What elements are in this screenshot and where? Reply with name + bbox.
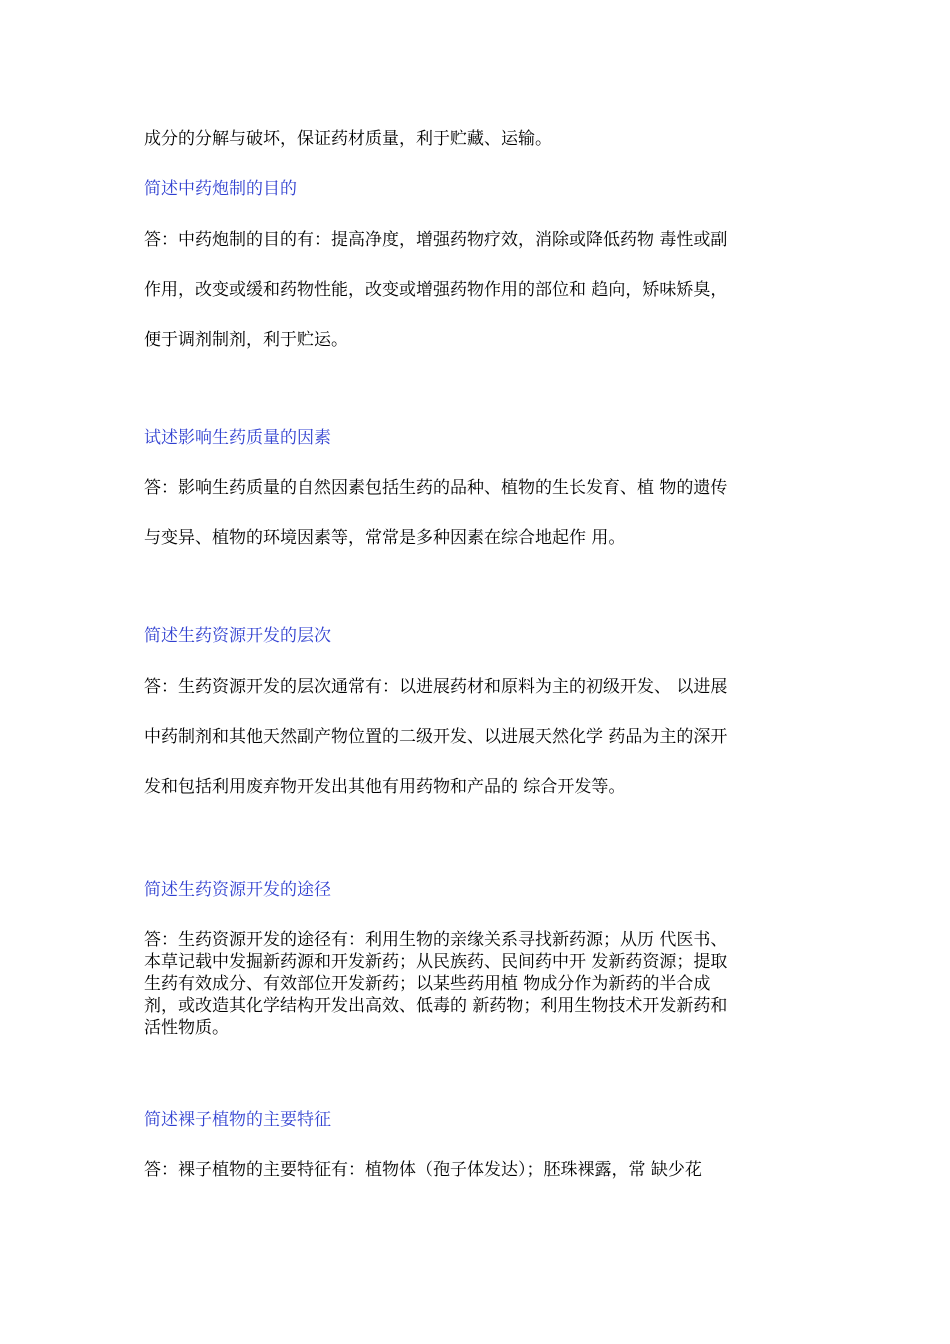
answer-line: 剂，或改造其化学结构开发出高效、低毒的 新药物；利用生物技术开发新药和 [144,996,728,1016]
question-heading-development-approaches: 简述生药资源开发的途径 [144,880,331,900]
question-heading-quality-factors: 试述影响生药质量的因素 [144,428,331,448]
answer-line: 答：裸子植物的主要特征有：植物体（孢子体发达）；胚珠裸露，常 缺少花 [144,1160,702,1180]
body-line: 成分的分解与破坏，保证药材质量，利于贮藏、运输。 [144,129,552,149]
answer-line: 发和包括利用废弃物开发出其他有用药物和产品的 综合开发等。 [144,777,626,797]
answer-line: 作用，改变或缓和药物性能，改变或增强药物作用的部位和 趋向，矫味矫臭， [144,280,728,300]
answer-line: 答：影响生药质量的自然因素包括生药的品种、植物的生长发育、植 物的遗传 [144,478,728,498]
answer-line: 本草记载中发掘新药源和开发新药；从民族药、民间药中开 发新药资源；提取 [144,952,728,972]
answer-line: 生药有效成分、有效部位开发新药；以某些药用植 物成分作为新药的半合成 [144,974,711,994]
question-heading-gymnosperm-features: 简述裸子植物的主要特征 [144,1110,331,1130]
answer-line: 答：中药炮制的目的有：提高净度，增强药物疗效，消除或降低药物 毒性或副 [144,230,728,250]
answer-line: 活性物质。 [144,1018,229,1038]
answer-line: 答：生药资源开发的层次通常有：以进展药材和原料为主的初级开发、 以进展 [144,677,728,697]
question-heading-processing-purpose: 简述中药炮制的目的 [144,179,297,199]
answer-line: 中药制剂和其他天然副产物位置的二级开发、以进展天然化学 药品为主的深开 [144,727,728,747]
answer-line: 与变异、植物的环境因素等，常常是多种因素在综合地起作 用。 [144,528,626,548]
answer-line: 答：生药资源开发的途径有：利用生物的亲缘关系寻找新药源；从历 代医书、 [144,930,728,950]
question-heading-development-levels: 简述生药资源开发的层次 [144,626,331,646]
answer-line: 便于调剂制剂，利于贮运。 [144,330,348,350]
